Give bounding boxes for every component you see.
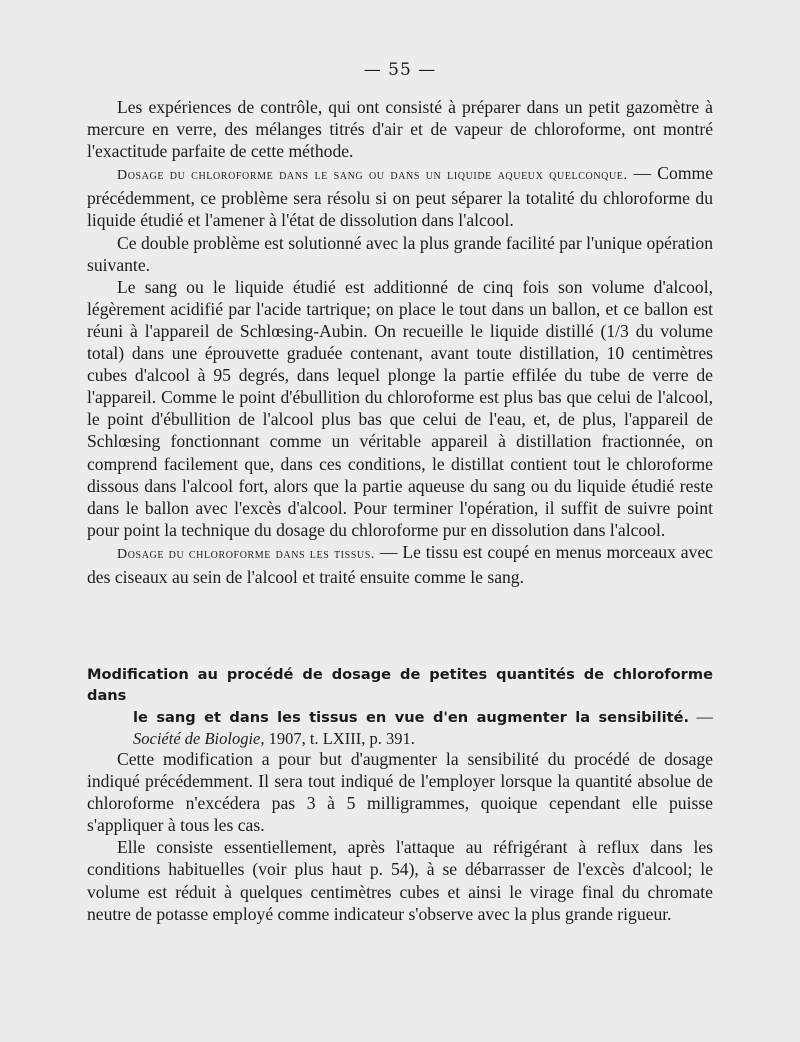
page-number: — 55 — <box>363 60 437 80</box>
journal-name: Société de Biologie <box>133 729 261 748</box>
section-body-1 <box>87 96 713 588</box>
citation <box>133 729 415 748</box>
paragraph: Elle consiste essentiellement, après l'attaque au réfrigérant à reflux dans les conditions habituelles (voir plus haut p. 54), à se débarrasser de l'excès d'alcool; le volume est réduit à quelques centimètres cubes et ainsi le virage final du chromate neutre de potasse employé comme indicateur s'observe avec la plus grande rigueur. <box>87 837 713 924</box>
article-title-continuation <box>87 706 713 750</box>
paragraph-text: — Comme précédemment, ce problème sera résolu si on peut séparer la totalité du chloroforme du liquide étudié et l'amener à l'état de dissolution dans l'alcool. <box>87 163 713 231</box>
subsection-title: Dosage du chloroforme dans le sang ou dans un liquide aqueux quelconque. <box>117 168 628 184</box>
citation-dash: — <box>689 707 714 726</box>
citation-details: , 1907, t. LXIII, p. 391. <box>260 729 415 748</box>
article-title-line-1: Modification au procédé de dosage de petites quantités de chloroforme dans <box>87 666 713 704</box>
paragraph: Cette modification a pour but d'augmenter la sensibilité du procédé de dosage indiqué précédemment. Il sera tout indiqué de l'employer lorsque la quantité absolue de chloroforme n'excédera pas 3 à 5 milligrammes, quoique cependant elle puisse s'appliquer à tous les cas. <box>87 749 713 836</box>
paragraph <box>87 541 713 588</box>
paragraph: Les expériences de contrôle, qui ont consisté à préparer dans un petit gazomètre à mercure en verre, des mélanges titrés d'air et de vapeur de chloroforme, ont montré l'exactitude parfaite de cette méthode. <box>87 97 713 162</box>
paragraph-text: — Le tissu est coupé en menus morceaux avec des ciseaux au sein de l'alcool et traité ensuite comme le sang. <box>87 541 713 587</box>
paragraph: Ce double problème est solutionné avec la plus grande facilité par l'unique opération suivante. <box>87 232 713 275</box>
paragraph <box>87 162 713 231</box>
section-body-2 <box>87 748 713 925</box>
article-title-line-2: le sang et dans les tissus en vue d'en augmenter la sensibilité. <box>133 709 690 726</box>
paragraph: Le sang ou le liquide étudié est additionné de cinq fois son volume d'alcool, légèrement acidifié par l'acide tartrique; on place le tout dans un ballon, et ce ballon est réuni à l'appareil de Schlœsing-Aubin. On recueille le liquide distillé (1/3 du volume total) dans une éprouvette graduée contenant, avant toute distillation, 10 centimètres cubes d'alcool à 95 degrés, dans lequel plonge la partie effilée du tube de verre de l'appareil. Comme le point d'ébullition du chloroforme est plus bas que celui de l'alcool, le point d'ébullition de l'alcool plus bas que celui de l'eau, et, de plus, l'appareil de Schlœsing fonctionnant comme un véritable appareil à distillation fractionnée, on comprend facilement que, dans ces conditions, le distillat contient tout le chloroforme dissous dans l'alcool fort, alors que la partie aqueuse du sang ou du liquide étudié reste dans le ballon avec l'excès d'alcool. Pour terminer l'opération, il suffit de suivre point pour point la technique du dosage du chloroforme pur en dissolution dans l'alcool. <box>87 276 713 540</box>
subsection-title: Dosage du chloroforme dans les tissus. <box>117 546 375 562</box>
article-heading <box>87 664 713 750</box>
